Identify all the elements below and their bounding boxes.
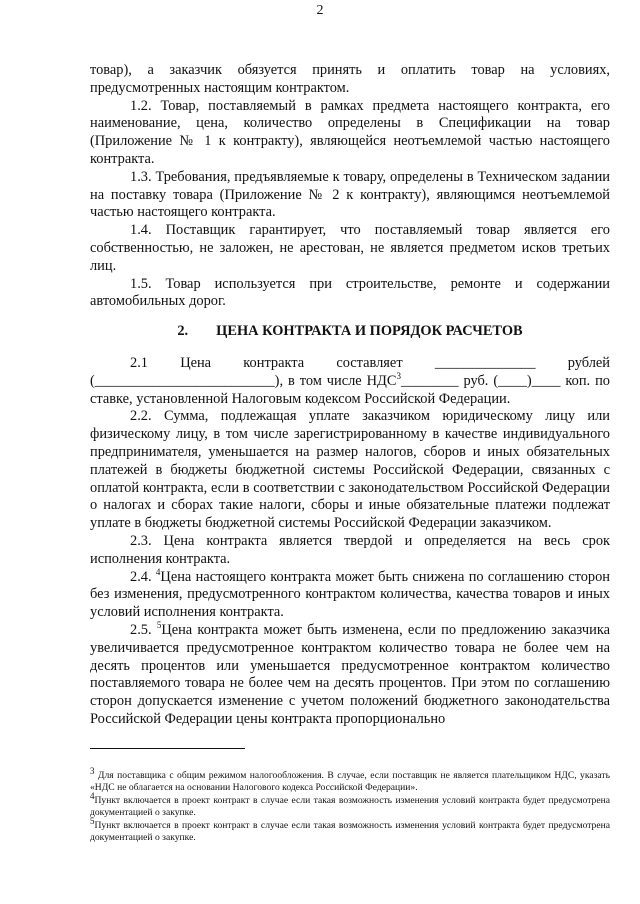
clause-2-1-text: (_________________________), в том числе НДС (90, 372, 397, 389)
clause-2-1-word: контракта (243, 354, 305, 371)
clause-1-4: 1.4. Поставщик гарантирует, что поставляемый товар является его собственностью, не заложен, не арестован, не является предметом исков третьих лиц. (90, 222, 610, 274)
section-title: ЦЕНА КОНТРАКТА И ПОРЯДОК РАСЧЕТОВ (216, 323, 523, 340)
clause-text: Сумма, подлежащая уплате заказчиком юридическому лицу или физическому лицу, в том числе зарегистрированному в качестве индивидуального предпринимателя, уменьшается на размер налогов, сборов и иных обязательных платежей в бюджеты бюджетной системы Российской Федерации, связанных с оплатой контракта, если в соответствии с законодательством Российской Федерации о налогах и сборах такие налоги, сборы и иные обязательные платежи подлежат уплате в бюджеты бюджетной системы Российской Федерации заказчиком. (90, 408, 610, 532)
footnote-text: Пункт включается в проект контракт в случае если такая возможность изменения условий контракта будет предусмотрена документацией о закупке. (90, 794, 610, 819)
clause-number: 2.5. (130, 621, 157, 638)
paragraph-continuation: товар), а заказчик обязуется принять и оплатить товар на условиях, предусмотренных настоящим контрактом. (90, 62, 610, 96)
clause-2-1-word: рублей (567, 354, 610, 371)
footnote-text: Пункт включается в проект контракт в случае если такая возможность изменения условий контракта будет предусмотрена документацией о закупке. (90, 819, 610, 844)
clause-2-2 (90, 408, 610, 533)
clause-2-1-text: ________ руб. (____)____ коп. по ставке, установленной Налоговым кодексом Российской Федерации. (90, 372, 610, 407)
clause-2-1-word: Цена (180, 354, 212, 371)
footnote-ref: 5 (156, 620, 162, 631)
clause-2-5 (90, 622, 610, 729)
clause-2-1-rest (90, 370, 610, 409)
footnote (90, 815, 610, 845)
clause-2-1-word: составляет (336, 354, 403, 371)
clause-1-5: 1.5. Товар используется при строительстве, ремонте и содержании автомобильных дорог. (90, 275, 610, 310)
clause-text: Цена контракта может быть изменена, если по предложению заказчика увеличивается предусмотренное контрактом количество товара не более чем на десять процентов или уменьшается предусмотренное контрактом количество поставляемого товара не более чем на десять процентов. При этом по соглашению сторон допускается изменение с учетом положений бюджетного законодательства Российской Федерации цены контракта пропорционально (90, 621, 610, 727)
footnote (90, 790, 610, 820)
footnote-ref: 3 (396, 370, 401, 381)
clause-2-1-line1 (90, 355, 610, 373)
section-number: 2. (177, 323, 189, 340)
clause-text: Цена контракта является твердой и определяется на весь срок исполнения контракта. (90, 532, 611, 567)
footnote-mark: 4 (90, 790, 95, 801)
clause-number: 2.3. (130, 532, 164, 549)
page-number: 2 (316, 3, 324, 18)
footnotes (90, 765, 610, 844)
clause-1-3: 1.3. Требования, предъявляемые к товару, определены в Техническом задании на поставку товара (Приложение № 2 к контракту), являющимся неотъемлемой частью настоящего контракта. (90, 168, 610, 221)
price-blank: ______________ (434, 354, 536, 371)
footnote-separator (90, 748, 245, 749)
document-body (90, 62, 610, 729)
footnote-ref: 4 (155, 566, 161, 577)
footnote-mark: 3 (90, 765, 95, 776)
clause-number: 2.4. (130, 568, 156, 585)
footnote (90, 765, 610, 795)
section-heading (90, 323, 610, 341)
footnote-text: Для поставщика с общим режимом налогообложения. В случае, если поставщик не является плательщиком НДС, указать «НДС не облагается на основании Налогового кодекса Российской Федерации». (90, 770, 610, 794)
clause-1-2: 1.2. Товар, поставляемый в рамках предмета настоящего контракта, его наименование, цена, количество определены в Спецификации на товар (Приложение № 1 к контракту), являющейся неотъемлемой частью настоящего контракта. (90, 97, 610, 167)
clause-number: 2.2. (130, 408, 164, 425)
clause-2-3 (90, 533, 610, 569)
clause-text: Цена настоящего контракта может быть снижена по соглашению сторон без изменения, предусмотренного контрактом количества, качества товаров и иных условий исполнения контракта. (90, 568, 610, 621)
clause-2-1-number: 2.1 (130, 354, 148, 371)
clause-2-4 (90, 566, 610, 622)
footnote-mark: 5 (90, 815, 95, 826)
